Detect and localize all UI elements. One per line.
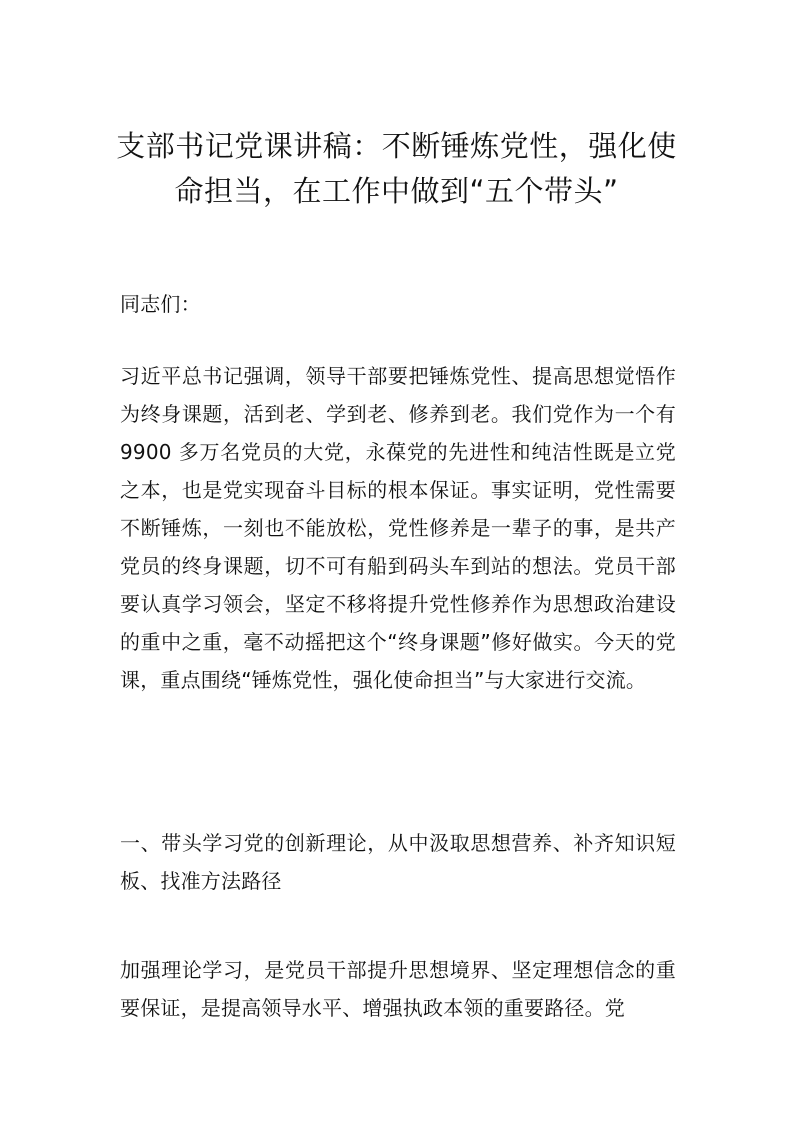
intro-paragraph: 习近平总书记强调，领导干部要把锤炼党性、提高思想觉悟作为终身课题，活到老、学到老、修养到老。我们党作为一个有 9900 多万名党员的大党，永葆党的先进性和纯洁性既是立党之本，也是党实现奋斗目标的根本保证。事实证明，党性需要不断锤炼，一刻也不能放松，党性修养是一辈子的事，是共产党员的终身课题，切不可有船到码头车到站的想法。党员干部要认真学习领会，坚定不移将提升党性修养作为思想政治建设的重中之重，毫不动摇把这个“终身课题”修好做实。今天的党课，重点围绕“锤炼党性，强化使命担当”与大家进行交流。 xyxy=(120,364,676,692)
title-line-1: 支部书记党课讲稿：不断锤炼党性，强化使 xyxy=(116,129,677,163)
body-paragraph-2: 加强理论学习，是党员干部提升思想境界、坚定理想信念的重要保证，是提高领导水平、增强执政本领的重要路径。党 xyxy=(120,958,676,1020)
greeting: 同志们： xyxy=(120,292,201,316)
document-title xyxy=(110,124,683,214)
title-line-2: 命担当，在工作中做到“五个带头” xyxy=(174,174,619,208)
section-heading-1: 一、带头学习党的创新理论，从中汲取思想营养、补齐知识短板、找准方法路径 xyxy=(120,831,676,893)
